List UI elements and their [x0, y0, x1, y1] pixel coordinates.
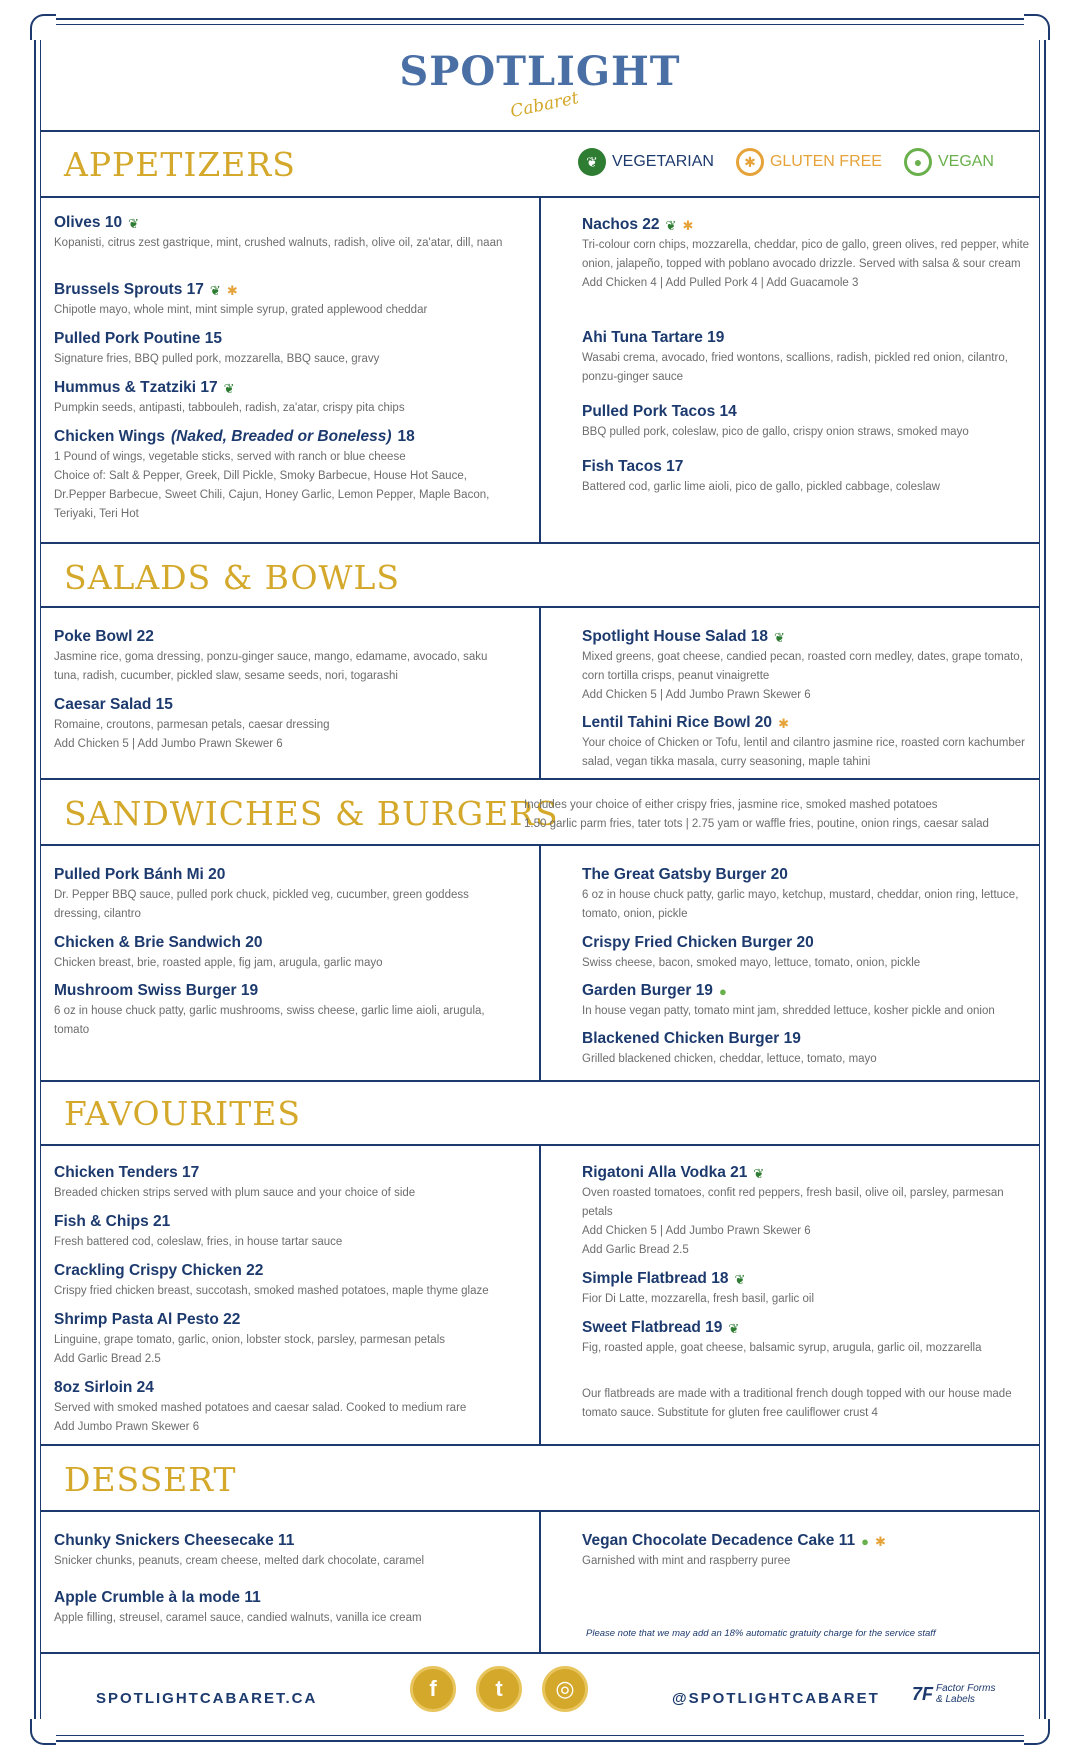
vegetarian-icon: ❦: [728, 1320, 740, 1336]
column-divider: [539, 606, 541, 778]
item-addons: Add Garlic Bread 2.5: [54, 1353, 161, 1365]
gluten-free-icon: ✱: [226, 282, 238, 298]
gluten-free-icon: ✱: [874, 1533, 886, 1549]
flatbread-note: [582, 1383, 1022, 1423]
item-description: In house vegan patty, tomato mint jam, shredded lettuce, kosher pickle and onion: [582, 1005, 995, 1017]
item-title: Olives 10: [54, 214, 123, 231]
item-title: Fish Tacos 17: [582, 458, 684, 475]
divider: [40, 130, 1040, 132]
item-title: Chunky Snickers Cheesecake 11: [54, 1532, 295, 1549]
legend-gluten-free: [736, 148, 882, 176]
section-title-favourites: FAVOURITES: [64, 1094, 301, 1133]
item-title: Pulled Pork Tacos 14: [582, 403, 737, 420]
item-description: Signature fries, BBQ pulled pork, mozzarella, BBQ sauce, gravy: [54, 353, 380, 365]
flatbread-note-text: Our flatbreads are made with a traditional french dough topped with our house made tomato sauce. Substitute for gluten free cauliflower crust 4: [582, 1388, 1012, 1419]
item-title-options: (Naked, Breaded or Boneless): [170, 428, 392, 445]
menu-item-snickers-cheesecake: [54, 1532, 504, 1571]
sides-line-2: 1.50 garlic parm fries, tater tots | 2.75 yam or waffle fries, poutine, onion rings, caesar salad: [524, 818, 989, 830]
menu-item-chicken-brie: [54, 934, 504, 973]
website-link[interactable]: SPOTLIGHTCABARET.CA: [96, 1690, 318, 1707]
logo-script: Cabaret: [509, 88, 581, 122]
item-title: Apple Crumble à la mode 11: [54, 1589, 261, 1606]
menu-item-simple-flatbread: [582, 1270, 1032, 1309]
divider: [40, 1652, 1040, 1654]
vegetarian-icon: ❦: [665, 217, 677, 233]
item-title: Lentil Tahini Rice Bowl 20: [582, 714, 773, 731]
menu-item-pulled-pork-poutine: [54, 330, 504, 369]
facebook-icon[interactable]: f: [410, 1666, 456, 1712]
factor-forms-logo: [912, 1683, 995, 1705]
legend-vegan-label: VEGAN: [937, 153, 994, 170]
gluten-free-icon: ✱: [682, 217, 694, 233]
item-description: Kopanisti, citrus zest gastrique, mint, crushed walnuts, radish, olive oil, za'atar, dill, naan: [54, 237, 503, 249]
item-title: Crackling Crispy Chicken 22: [54, 1262, 264, 1279]
legend-gluten-free-label: GLUTEN FREE: [769, 153, 882, 170]
divider: [40, 1444, 1040, 1446]
social-handle[interactable]: @SPOTLIGHTCABARET: [672, 1690, 880, 1707]
item-description: Apple filling, streusel, caramel sauce, candied walnuts, vanilla ice cream: [54, 1612, 422, 1624]
column-divider: [539, 1144, 541, 1444]
item-addons: Add Chicken 5 | Add Jumbo Prawn Skewer 6: [582, 689, 811, 701]
column-divider: [539, 1510, 541, 1652]
item-description: Mixed greens, goat cheese, candied pecan, roasted corn medley, dates, grape tomato, corn tortilla crisps, peanut vinaigrette: [582, 651, 1023, 682]
item-addons: Add Chicken 5 | Add Jumbo Prawn Skewer 6: [582, 1225, 811, 1237]
item-description: Breaded chicken strips served with plum sauce and your choice of side: [54, 1187, 416, 1199]
item-title: Ahi Tuna Tartare 19: [582, 329, 725, 346]
item-title: Simple Flatbread 18: [582, 1270, 729, 1287]
item-description: Oven roasted tomatoes, confit red peppers, fresh basil, olive oil, parsley, parmesan petals: [582, 1187, 1004, 1218]
divider: [40, 1080, 1040, 1082]
item-title: Pulled Pork Bánh Mi 20: [54, 866, 226, 883]
item-description: Your choice of Chicken or Tofu, lentil and cilantro jasmine rice, roasted corn kachumber salad, vegan tikka masala, curry seasoning, maple tahini: [582, 737, 1025, 768]
frame-corner: [1024, 1719, 1050, 1745]
item-title: Mushroom Swiss Burger 19: [54, 982, 259, 999]
item-addons: Add Garlic Bread 2.5: [582, 1244, 689, 1256]
item-description: Wasabi crema, avocado, fried wontons, scallions, radish, pickled red onion, cilantro, ponzu-ginger sauce: [582, 352, 1008, 383]
item-title: Spotlight House Salad 18: [582, 628, 769, 645]
item-description: Dr. Pepper BBQ sauce, pulled pork chuck, pickled veg, cucumber, green goddess dressing, cilantro: [54, 889, 469, 920]
item-title: Chicken & Brie Sandwich 20: [54, 934, 263, 951]
section-title-dessert: DESSERT: [64, 1460, 237, 1499]
item-title: Chicken Tenders 17: [54, 1164, 200, 1181]
item-addons: Add Chicken 4 | Add Pulled Pork 4 | Add Guacamole 3: [582, 277, 859, 289]
item-title: Shrimp Pasta Al Pesto 22: [54, 1311, 241, 1328]
menu-item-blackened-burger: [582, 1030, 1032, 1069]
menu-item-garden-burger: [582, 982, 1032, 1021]
item-description: Tri-colour corn chips, mozzarella, cheddar, pico de gallo, green olives, red pepper, white onion, jalapeño, topped with poblano avocado drizzle. Served with salsa & sour cream: [582, 239, 1030, 270]
legend-vegetarian: [578, 148, 714, 176]
menu-item-sweet-flatbread: [582, 1319, 1032, 1358]
item-title: Rigatoni Alla Vodka 21: [582, 1164, 748, 1181]
menu-item-chicken-tenders: [54, 1164, 504, 1203]
item-title: Caesar Salad 15: [54, 696, 173, 713]
item-title: Hummus & Tzatziki 17: [54, 379, 218, 396]
item-description: Chipotle mayo, whole mint, mint simple syrup, grated applewood cheddar: [54, 304, 428, 316]
item-title: Nachos 22: [582, 216, 660, 233]
item-description: Pumpkin seeds, antipasti, tabbouleh, radish, za'atar, crispy pita chips: [54, 402, 405, 414]
menu-item-pulled-pork-tacos: [582, 403, 1032, 442]
item-title: Pulled Pork Poutine 15: [54, 330, 222, 347]
column-divider: [539, 844, 541, 1080]
item-description: 6 oz in house chuck patty, garlic mayo, ketchup, mustard, cheddar, onion ring, lettuce, tomato, onion, pickle: [582, 889, 1019, 920]
menu-item-brussels-sprouts: [54, 281, 504, 320]
item-price: 18: [397, 428, 415, 445]
vegetarian-icon: ❦: [578, 148, 606, 176]
item-title: Vegan Chocolate Decadence Cake 11: [582, 1532, 856, 1549]
item-title: Brussels Sprouts 17: [54, 281, 204, 298]
menu-item-olives: [54, 214, 504, 253]
vegan-icon: ●: [861, 1533, 869, 1549]
item-description: Served with smoked mashed potatoes and caesar salad. Cooked to medium rare: [54, 1402, 467, 1414]
menu-item-poke-bowl: [54, 628, 504, 686]
item-title: 8oz Sirloin 24: [54, 1379, 154, 1396]
menu-item-crackling-chicken: [54, 1262, 524, 1301]
menu-item-fish-chips: [54, 1213, 504, 1252]
item-description: Crispy fried chicken breast, succotash, smoked mashed potatoes, maple thyme glaze: [54, 1285, 489, 1297]
item-title: Chicken Wings: [54, 428, 165, 445]
menu-item-gatsby-burger: [582, 866, 1032, 924]
item-description: Linguine, grape tomato, garlic, onion, lobster stock, parsley, parmesan petals: [54, 1334, 445, 1346]
menu-item-banh-mi: [54, 866, 504, 924]
vegetarian-icon: ❦: [774, 629, 785, 645]
gratuity-note: Please note that we may add an 18% automatic gratuity charge for the service staff: [586, 1628, 936, 1639]
item-title: The Great Gatsby Burger 20: [582, 866, 788, 883]
section-title-sandwiches: SANDWICHES & BURGERS: [64, 794, 559, 833]
vegetarian-icon: ❦: [753, 1165, 765, 1181]
factor-line-1: Factor Forms: [936, 1683, 996, 1694]
legend-vegan: [904, 148, 994, 176]
item-description: Jasmine rice, goma dressing, ponzu-ginger sauce, mango, edamame, avocado, saku tuna, radish, cucumber, pickled slaw, sesame seeds, nori, togarashi: [54, 651, 488, 682]
twitter-icon[interactable]: t: [476, 1666, 522, 1712]
menu-item-apple-crumble: [54, 1589, 504, 1628]
item-addons: Add Chicken 5 | Add Jumbo Prawn Skewer 6: [54, 738, 283, 750]
menu-item-caesar-salad: [54, 696, 504, 754]
item-description: Choice of: Salt & Pepper, Greek, Dill Pickle, Smoky Barbecue, House Hot Sauce, Dr.Pepper Barbecue, Sweet Chili, Cajun, Honey Garlic, Lemon Pepper, Maple Bacon, Teriyaki, Teri Hot: [54, 470, 490, 520]
item-title: Crispy Fried Chicken Burger 20: [582, 934, 814, 951]
item-description: Grilled blackened chicken, cheddar, lettuce, tomato, mayo: [582, 1053, 877, 1065]
item-description: Chicken breast, brie, roasted apple, fig jam, arugula, garlic mayo: [54, 957, 383, 969]
menu-item-fish-tacos: [582, 458, 1032, 497]
vegetarian-icon: ❦: [128, 215, 139, 231]
item-description: 6 oz in house chuck patty, garlic mushrooms, swiss cheese, garlic lime aioli, arugula, tomato: [54, 1005, 485, 1036]
frame-corner: [1024, 14, 1050, 40]
menu-item-rigatoni: [582, 1164, 1032, 1260]
gluten-free-icon: ✱: [736, 148, 764, 176]
gluten-free-icon: ✱: [778, 715, 789, 731]
item-description: Swiss cheese, bacon, smoked mayo, lettuce, tomato, onion, pickle: [582, 957, 921, 969]
sides-line-1: Includes your choice of either crispy fries, jasmine rice, smoked mashed potatoes: [524, 799, 938, 811]
menu-item-nachos: [582, 216, 1032, 293]
frame-corner: [30, 14, 56, 40]
item-description: Fior Di Latte, mozzarella, fresh basil, garlic oil: [582, 1293, 814, 1305]
item-title: Sweet Flatbread 19: [582, 1319, 723, 1336]
menu-item-shrimp-pasta: [54, 1311, 504, 1369]
sandwich-sides-note: [524, 796, 1034, 834]
menu-item-crispy-chicken-burger: [582, 934, 1032, 973]
item-description: 1 Pound of wings, vegetable sticks, served with ranch or blue cheese: [54, 451, 406, 463]
vegan-icon: ●: [718, 983, 727, 999]
vegetarian-icon: ❦: [223, 380, 235, 396]
section-title-salads: SALADS & BOWLS: [64, 558, 400, 597]
item-description: Fresh battered cod, coleslaw, fries, in house tartar sauce: [54, 1236, 343, 1248]
item-addons: Add Jumbo Prawn Skewer 6: [54, 1421, 200, 1433]
menu-item-ahi-tuna: [582, 329, 1032, 387]
factor-line-2: & Labels: [936, 1694, 975, 1705]
section-title-appetizers: APPETIZERS: [64, 145, 296, 184]
item-description: Romaine, croutons, parmesan petals, caesar dressing: [54, 719, 330, 731]
item-title: Garden Burger 19: [582, 982, 713, 999]
divider: [40, 542, 1040, 544]
item-description: Fig, roasted apple, goat cheese, balsamic syrup, arugula, garlic oil, mozzarella: [582, 1342, 982, 1354]
item-description: Battered cod, garlic lime aioli, pico de gallo, pickled cabbage, coleslaw: [582, 481, 940, 493]
menu-item-hummus: [54, 379, 504, 418]
item-description: BBQ pulled pork, coleslaw, pico de gallo, crispy onion straws, smoked mayo: [582, 426, 969, 438]
menu-item-mushroom-burger: [54, 982, 504, 1040]
menu-item-house-salad: [582, 628, 1032, 705]
factor-logo-mark: 7F: [912, 1683, 934, 1704]
menu-item-lentil-bowl: [582, 714, 1032, 772]
item-title: Fish & Chips 21: [54, 1213, 171, 1230]
item-description: Snicker chunks, peanuts, cream cheese, melted dark chocolate, caramel: [54, 1555, 425, 1567]
vegetarian-icon: ❦: [209, 282, 221, 298]
item-description: Garnished with mint and raspberry puree: [582, 1555, 791, 1567]
menu-item-chicken-wings: [54, 428, 504, 524]
item-title: Blackened Chicken Burger 19: [582, 1030, 801, 1047]
menu-item-sirloin: [54, 1379, 524, 1437]
vegan-icon: ●: [904, 148, 932, 176]
frame-corner: [30, 1719, 56, 1745]
diet-legend: [578, 148, 994, 176]
instagram-icon[interactable]: ◎: [542, 1666, 588, 1712]
column-divider: [539, 196, 541, 542]
logo-main: SPOTLIGHT: [399, 48, 681, 95]
logo: [0, 48, 1080, 122]
divider: [40, 778, 1040, 780]
vegetarian-icon: ❦: [734, 1271, 746, 1287]
item-title: Poke Bowl 22: [54, 628, 154, 645]
menu-item-vegan-cake: [582, 1532, 1032, 1571]
legend-vegetarian-label: VEGETARIAN: [612, 153, 714, 170]
